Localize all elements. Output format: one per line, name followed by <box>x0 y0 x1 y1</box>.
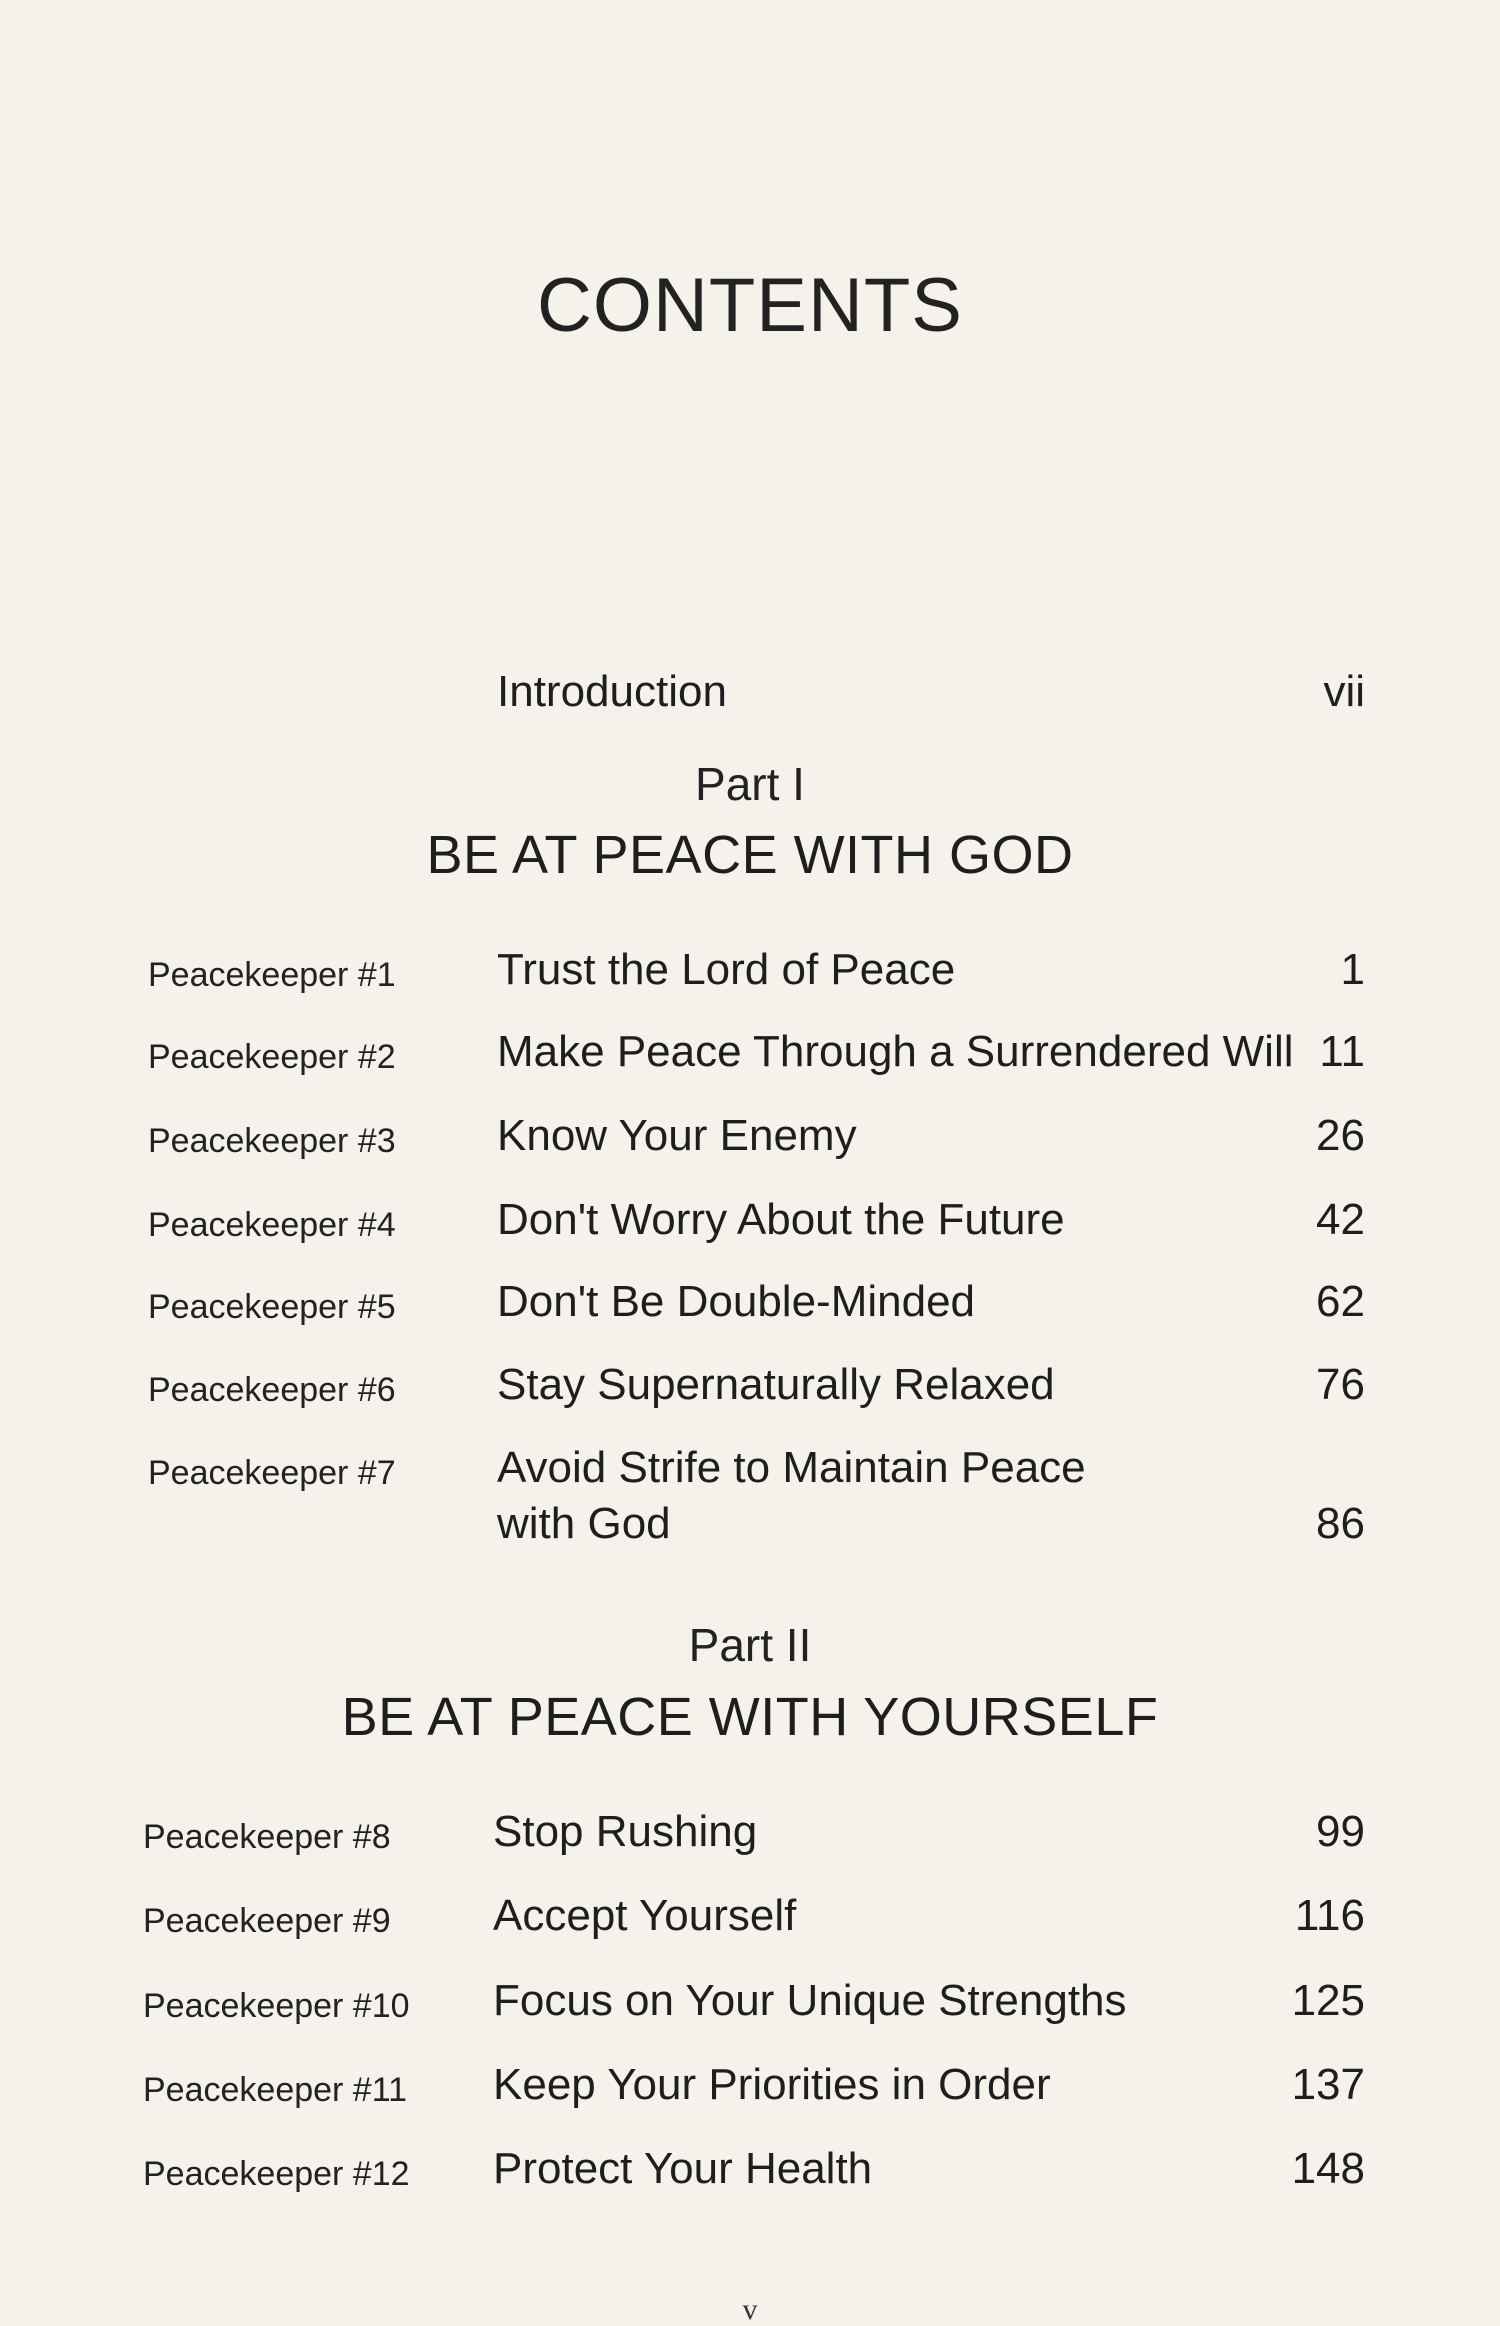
entry-page: vii <box>1323 667 1365 716</box>
toc-entry <box>0 1973 1500 2033</box>
toc-entry <box>0 1024 1500 1084</box>
part-title: BE AT PEACE WITH GOD <box>426 825 1074 885</box>
entry-page: 11 <box>1319 1027 1365 1076</box>
entry-title: Introduction <box>497 667 727 716</box>
part-label: Part II <box>688 1619 812 1671</box>
entry-page: 148 <box>1291 2144 1365 2193</box>
entry-page: 116 <box>1294 1891 1365 1940</box>
entry-title-line1: Avoid Strife to Maintain Peace <box>497 1443 1086 1492</box>
entry-page: 125 <box>1291 1976 1365 2025</box>
peacekeeper-label: Peacekeeper #6 <box>148 1371 396 1409</box>
entry-title: Don't Worry About the Future <box>497 1195 1065 1244</box>
peacekeeper-label: Peacekeeper #3 <box>148 1122 396 1160</box>
entry-title: Focus on Your Unique Strengths <box>493 1976 1127 2025</box>
peacekeeper-label: Peacekeeper #7 <box>148 1454 396 1492</box>
entry-page: 86 <box>1316 1499 1365 1548</box>
part-title: BE AT PEACE WITH YOURSELF <box>341 1687 1159 1747</box>
toc-entry <box>0 1108 1500 1168</box>
entry-page: 99 <box>1316 1807 1365 1856</box>
toc-entry <box>0 942 1500 1002</box>
entry-page: 62 <box>1316 1277 1365 1326</box>
entry-page: 26 <box>1316 1111 1365 1160</box>
toc-entry <box>0 1440 1500 1560</box>
entry-title: Stop Rushing <box>493 1807 758 1856</box>
toc-entry-introduction <box>0 664 1500 724</box>
entry-page: 137 <box>1291 2060 1365 2109</box>
peacekeeper-label: Peacekeeper #4 <box>148 1206 396 1244</box>
entry-page: 76 <box>1316 1360 1365 1409</box>
peacekeeper-label: Peacekeeper #12 <box>143 2155 410 2193</box>
entry-page: 42 <box>1316 1195 1365 1244</box>
peacekeeper-label: Peacekeeper #10 <box>143 1987 410 2025</box>
page-title: CONTENTS <box>537 263 963 348</box>
entry-title: Stay Supernaturally Relaxed <box>497 1360 1055 1409</box>
toc-entry <box>0 1888 1500 1948</box>
entry-title: Trust the Lord of Peace <box>497 945 956 994</box>
peacekeeper-label: Peacekeeper #2 <box>148 1038 396 1076</box>
entry-title: Accept Yourself <box>493 1891 797 1940</box>
peacekeeper-label: Peacekeeper #5 <box>148 1288 396 1326</box>
entry-title: Make Peace Through a Surrendered Will <box>497 1027 1294 1076</box>
peacekeeper-label: Peacekeeper #1 <box>148 956 396 994</box>
peacekeeper-label: Peacekeeper #9 <box>143 1902 391 1940</box>
entry-title: Keep Your Priorities in Order <box>493 2060 1051 2109</box>
toc-entry <box>0 1274 1500 1334</box>
entry-title-line2: with God <box>497 1499 671 1548</box>
entry-page: 1 <box>1340 945 1365 994</box>
toc-entry <box>0 2057 1500 2117</box>
entry-title: Know Your Enemy <box>497 1111 857 1160</box>
peacekeeper-label: Peacekeeper #11 <box>143 2071 408 2109</box>
toc-entry <box>0 1192 1500 1252</box>
page-number: v <box>742 2293 758 2326</box>
toc-entry <box>0 1804 1500 1864</box>
peacekeeper-label: Peacekeeper #8 <box>143 1818 391 1856</box>
entry-title: Don't Be Double-Minded <box>497 1277 976 1326</box>
part-label: Part I <box>695 758 805 810</box>
toc-entry <box>0 2141 1500 2201</box>
toc-entry <box>0 1357 1500 1417</box>
entry-title: Protect Your Health <box>493 2144 873 2193</box>
